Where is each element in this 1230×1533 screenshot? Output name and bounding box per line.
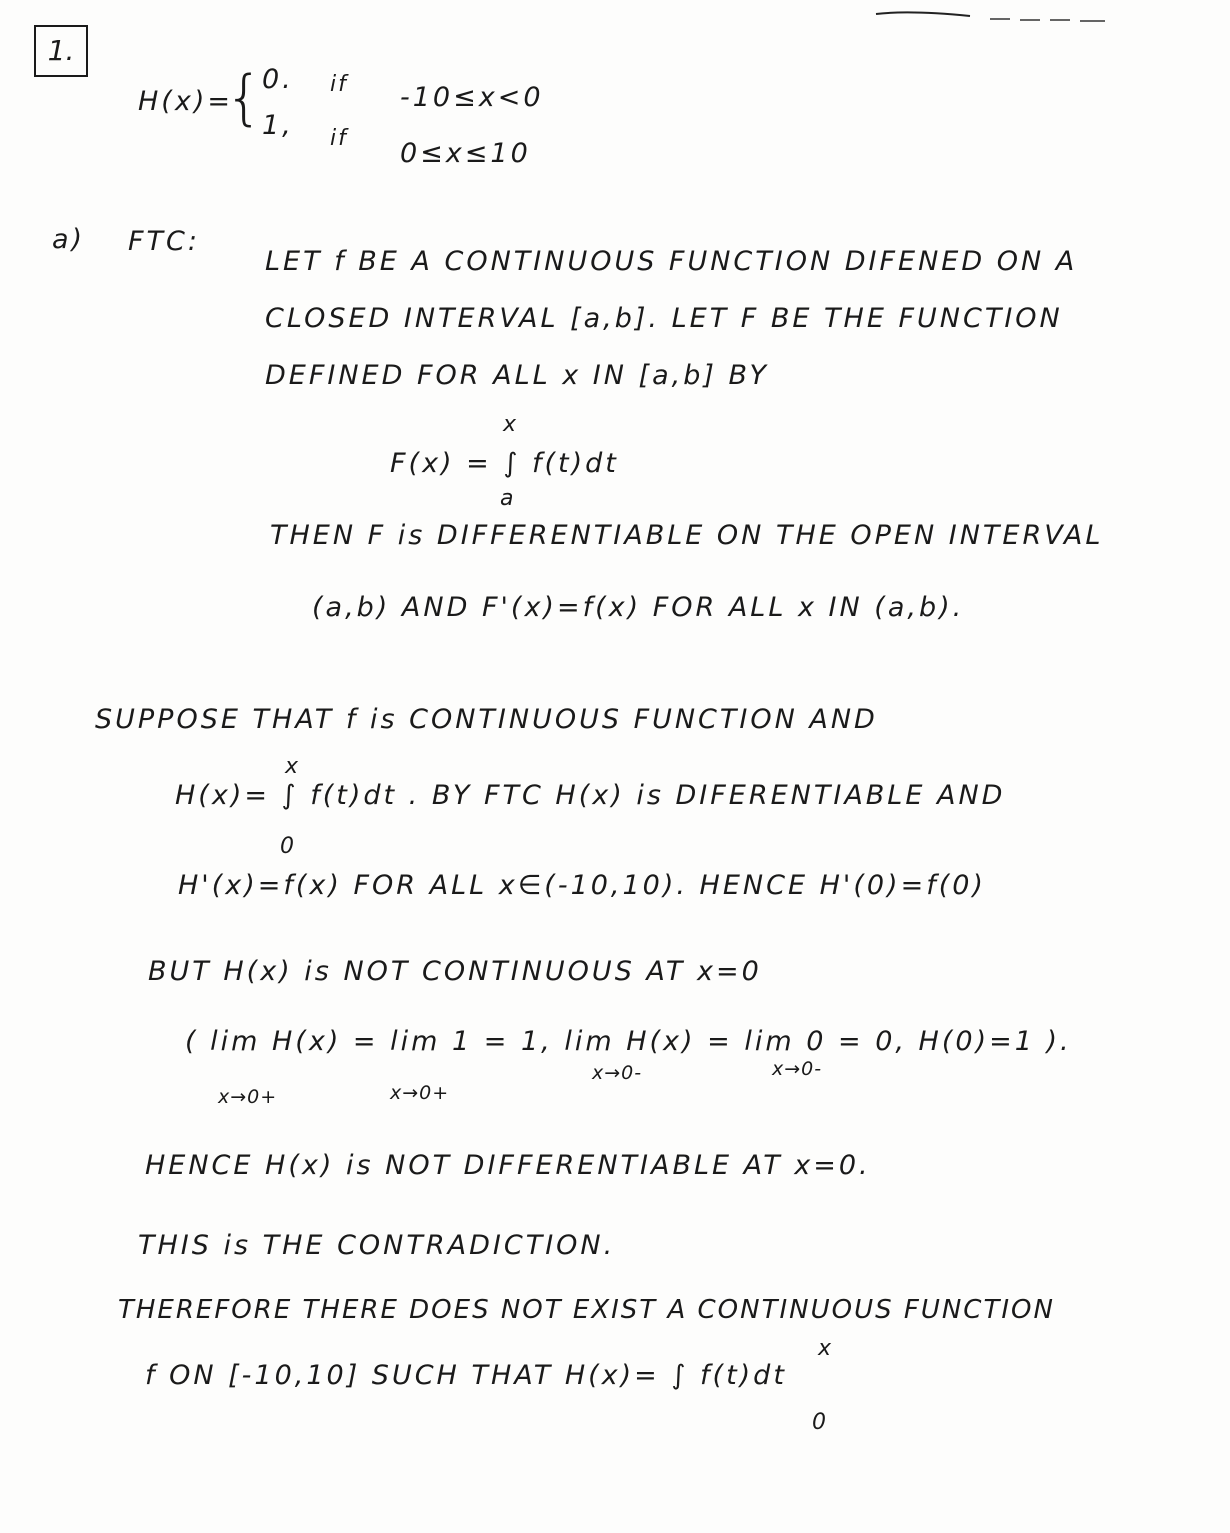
final-integral-upper-limit: x <box>818 1336 834 1361</box>
proof-line-4: BUT H(x) is NOT CONTINUOUS AT x=0 <box>148 956 762 987</box>
proof-integral-lower-limit: 0 <box>280 834 296 859</box>
proof-line-7: THIS is THE CONTRADICTION. <box>138 1230 616 1261</box>
case1-condition: -10≤x<0 <box>400 82 544 113</box>
limit-subscript-2: x→0+ <box>390 1082 450 1104</box>
ftc-integral-lower-limit: a <box>500 486 516 511</box>
proof-limits-line: ( lim H(x) = lim 1 = 1, lim H(x) = lim 0 = 0, H(0)=1 ). <box>185 1026 1072 1057</box>
problem-number-box <box>34 25 88 77</box>
proof-line-8: THEREFORE THERE DOES NOT EXIST A CONTINUOUS FUNCTION <box>118 1295 1055 1325</box>
part-a-label: a) <box>52 224 86 255</box>
case2-condition: 0≤x≤10 <box>400 138 531 169</box>
limit-subscript-4: x→0- <box>772 1058 823 1080</box>
ftc-integral-formula: F(x) = ∫ f(t)dt <box>390 448 619 479</box>
proof-line-2: H(x)= ∫ f(t)dt . BY FTC H(x) is DIFERENTIABLE AND <box>175 780 1006 811</box>
limit-subscript-3: x→0- <box>592 1062 643 1084</box>
ftc-line-2: CLOSED INTERVAL [a,b]. LET F BE THE FUNCTION <box>265 303 1063 334</box>
decorative-pen-strokes <box>870 6 1120 26</box>
proof-line-9: f ON [-10,10] SUCH THAT H(x)= ∫ f(t)dt <box>145 1360 787 1391</box>
piecewise-brace: { <box>225 63 264 133</box>
proof-line-6: HENCE H(x) is NOT DIFFERENTIABLE AT x=0. <box>145 1150 871 1181</box>
ftc-line-1: LET f BE A CONTINUOUS FUNCTION DIFENED ON A <box>265 246 1078 277</box>
problem-number: 1. <box>47 34 75 67</box>
function-definition-lhs: H(x)= <box>138 86 233 117</box>
ftc-integral-upper-limit: x <box>503 412 519 437</box>
case1-if: if <box>330 72 348 97</box>
case2-if: if <box>330 126 348 151</box>
final-integral-lower-limit: 0 <box>812 1410 828 1435</box>
case2-value: 1, <box>262 110 294 141</box>
proof-line-3: H'(x)=f(x) FOR ALL x∈(-10,10). HENCE H'(0)=f(0) <box>178 870 986 901</box>
ftc-label: FTC: <box>128 226 200 257</box>
ftc-line-3: DEFINED FOR ALL x IN [a,b] BY <box>265 360 769 391</box>
case1-value: 0. <box>262 64 294 95</box>
ftc-line-4: THEN F is DIFFERENTIABLE ON THE OPEN INTERVAL <box>270 520 1104 551</box>
limit-subscript-1: x→0+ <box>218 1086 278 1108</box>
proof-line-1: SUPPOSE THAT f is CONTINUOUS FUNCTION AND <box>95 704 878 735</box>
ftc-line-5: (a,b) AND F'(x)=f(x) FOR ALL x IN (a,b). <box>312 592 965 623</box>
proof-integral-upper-limit: x <box>285 754 301 779</box>
